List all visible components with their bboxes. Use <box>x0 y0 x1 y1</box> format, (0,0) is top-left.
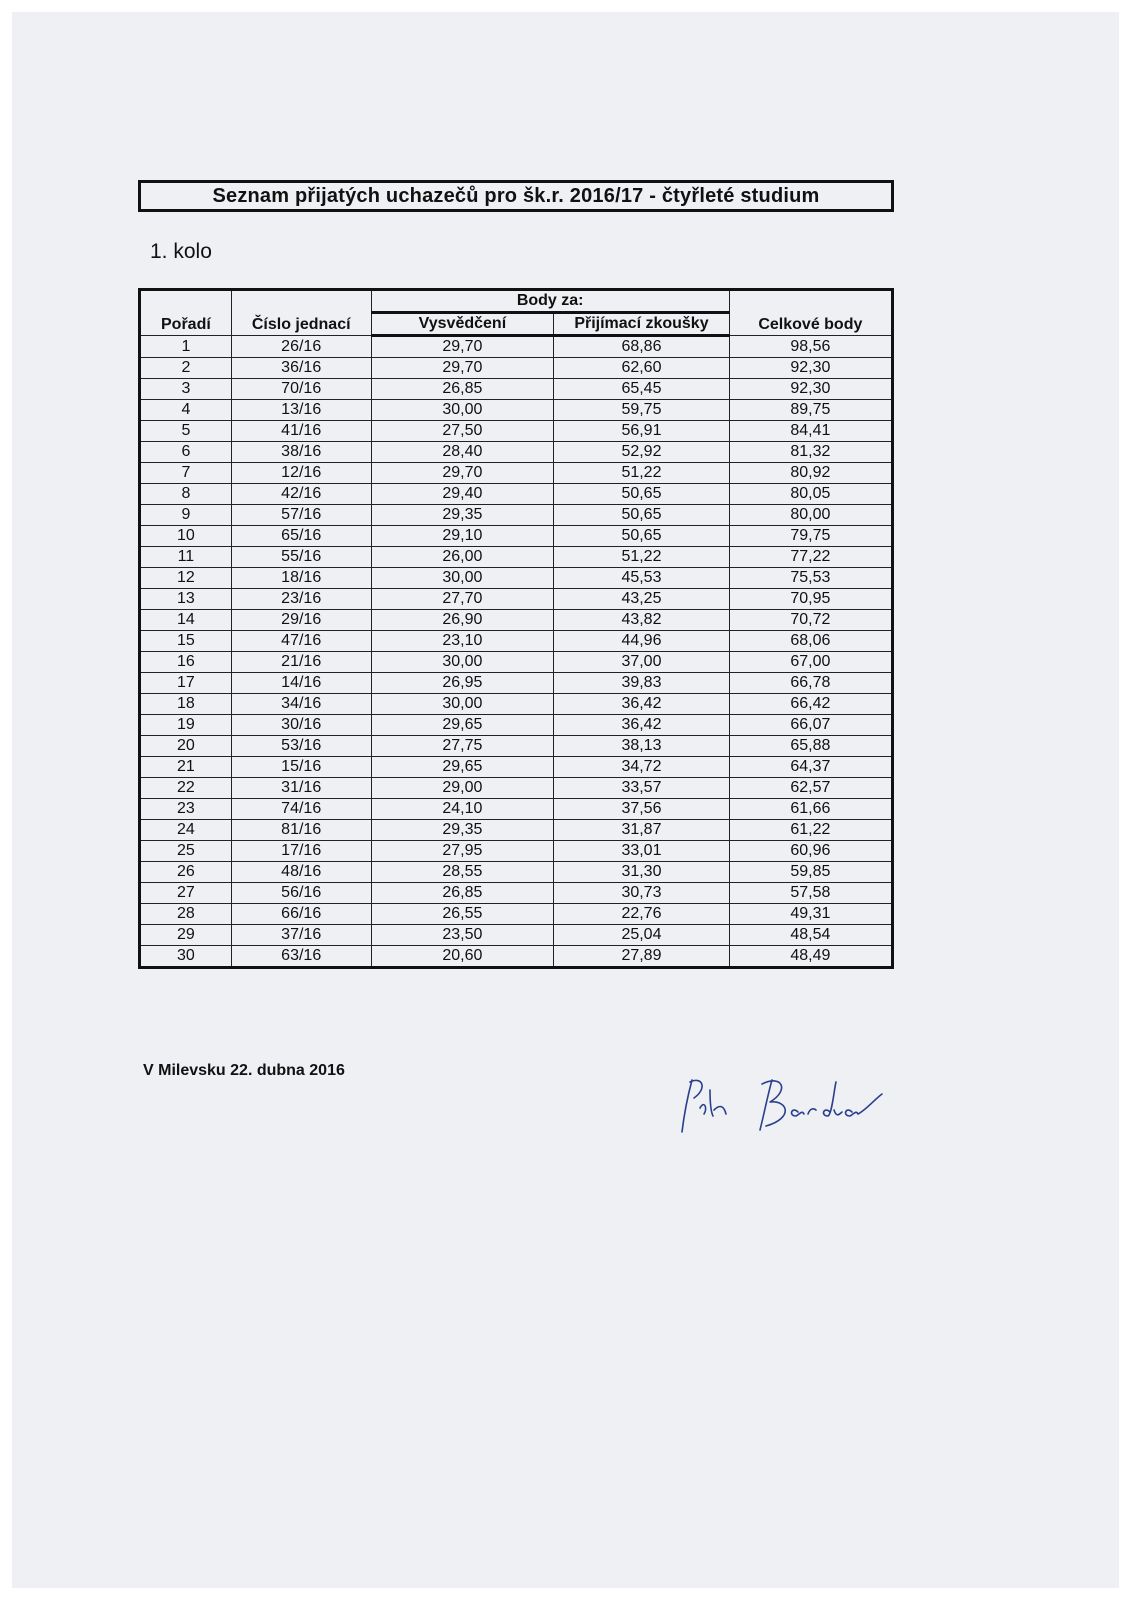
ref-number-cell: 30/16 <box>231 715 371 736</box>
total-points-cell: 89,75 <box>729 400 892 421</box>
certificate-points-cell: 26,90 <box>371 610 554 631</box>
table-row <box>140 547 893 568</box>
certificate-points-cell: 27,70 <box>371 589 554 610</box>
ref-number-cell: 41/16 <box>231 421 371 442</box>
table-row <box>140 757 893 778</box>
ref-number-cell: 42/16 <box>231 484 371 505</box>
total-points-cell: 75,53 <box>729 568 892 589</box>
table-row <box>140 673 893 694</box>
certificate-points-cell: 30,00 <box>371 568 554 589</box>
rank-cell: 13 <box>140 589 232 610</box>
certificate-points-cell: 20,60 <box>371 946 554 968</box>
exam-points-cell: 38,13 <box>554 736 730 757</box>
table-row <box>140 484 893 505</box>
table-row <box>140 568 893 589</box>
rank-cell: 3 <box>140 379 232 400</box>
total-points-cell: 48,54 <box>729 925 892 946</box>
table-row <box>140 358 893 379</box>
table-row <box>140 820 893 841</box>
certificate-points-cell: 29,70 <box>371 336 554 358</box>
total-points-cell: 60,96 <box>729 841 892 862</box>
table-row <box>140 610 893 631</box>
exam-points-cell: 30,73 <box>554 883 730 904</box>
certificate-points-cell: 24,10 <box>371 799 554 820</box>
total-points-cell: 79,75 <box>729 526 892 547</box>
exam-points-cell: 36,42 <box>554 715 730 736</box>
rank-cell: 2 <box>140 358 232 379</box>
table-row <box>140 799 893 820</box>
rank-cell: 5 <box>140 421 232 442</box>
certificate-points-cell: 29,35 <box>371 505 554 526</box>
ref-number-cell: 81/16 <box>231 820 371 841</box>
table-row <box>140 925 893 946</box>
table-row <box>140 715 893 736</box>
ref-number-cell: 26/16 <box>231 336 371 358</box>
ref-number-cell: 13/16 <box>231 400 371 421</box>
certificate-points-cell: 29,65 <box>371 757 554 778</box>
exam-points-cell: 22,76 <box>554 904 730 925</box>
ref-number-cell: 74/16 <box>231 799 371 820</box>
table-row <box>140 589 893 610</box>
certificate-points-cell: 27,75 <box>371 736 554 757</box>
document-title-text: Seznam přijatých uchazečů pro šk.r. 2016/17 - čtyřleté studium <box>212 184 820 207</box>
certificate-points-cell: 27,50 <box>371 421 554 442</box>
certificate-points-cell: 26,85 <box>371 883 554 904</box>
table-row <box>140 442 893 463</box>
col-header-total: Celkové body <box>729 290 892 336</box>
col-header-entrance-exam: Přijímací zkoušky <box>554 313 730 336</box>
exam-points-cell: 43,25 <box>554 589 730 610</box>
rank-cell: 25 <box>140 841 232 862</box>
total-points-cell: 80,00 <box>729 505 892 526</box>
certificate-points-cell: 26,55 <box>371 904 554 925</box>
total-points-cell: 67,00 <box>729 652 892 673</box>
rank-cell: 6 <box>140 442 232 463</box>
total-points-cell: 80,92 <box>729 463 892 484</box>
total-points-cell: 68,06 <box>729 631 892 652</box>
admitted-applicants-table <box>138 288 894 969</box>
rank-cell: 26 <box>140 862 232 883</box>
table-header-row-top <box>140 290 893 313</box>
table-row <box>140 841 893 862</box>
table-row <box>140 505 893 526</box>
rank-cell: 19 <box>140 715 232 736</box>
exam-points-cell: 33,57 <box>554 778 730 799</box>
total-points-cell: 62,57 <box>729 778 892 799</box>
exam-points-cell: 44,96 <box>554 631 730 652</box>
ref-number-cell: 21/16 <box>231 652 371 673</box>
exam-points-cell: 68,86 <box>554 336 730 358</box>
table-row <box>140 400 893 421</box>
exam-points-cell: 50,65 <box>554 484 730 505</box>
rank-cell: 10 <box>140 526 232 547</box>
exam-points-cell: 56,91 <box>554 421 730 442</box>
ref-number-cell: 47/16 <box>231 631 371 652</box>
rank-cell: 17 <box>140 673 232 694</box>
exam-points-cell: 62,60 <box>554 358 730 379</box>
exam-points-cell: 33,01 <box>554 841 730 862</box>
exam-points-cell: 51,22 <box>554 547 730 568</box>
rank-cell: 1 <box>140 336 232 358</box>
exam-points-cell: 25,04 <box>554 925 730 946</box>
col-header-rank: Pořadí <box>140 290 232 336</box>
ref-number-cell: 15/16 <box>231 757 371 778</box>
table-row <box>140 421 893 442</box>
rank-cell: 12 <box>140 568 232 589</box>
total-points-cell: 92,30 <box>729 379 892 400</box>
rank-cell: 9 <box>140 505 232 526</box>
ref-number-cell: 36/16 <box>231 358 371 379</box>
certificate-points-cell: 30,00 <box>371 400 554 421</box>
ref-number-cell: 55/16 <box>231 547 371 568</box>
ref-number-cell: 70/16 <box>231 379 371 400</box>
rank-cell: 27 <box>140 883 232 904</box>
total-points-cell: 49,31 <box>729 904 892 925</box>
ref-number-cell: 34/16 <box>231 694 371 715</box>
certificate-points-cell: 30,00 <box>371 652 554 673</box>
total-points-cell: 48,49 <box>729 946 892 968</box>
total-points-cell: 92,30 <box>729 358 892 379</box>
exam-points-cell: 51,22 <box>554 463 730 484</box>
certificate-points-cell: 29,00 <box>371 778 554 799</box>
ref-number-cell: 17/16 <box>231 841 371 862</box>
certificate-points-cell: 29,10 <box>371 526 554 547</box>
table-row <box>140 694 893 715</box>
rank-cell: 7 <box>140 463 232 484</box>
total-points-cell: 80,05 <box>729 484 892 505</box>
rank-cell: 24 <box>140 820 232 841</box>
rank-cell: 28 <box>140 904 232 925</box>
total-points-cell: 81,32 <box>729 442 892 463</box>
certificate-points-cell: 29,65 <box>371 715 554 736</box>
rank-cell: 18 <box>140 694 232 715</box>
table-row <box>140 778 893 799</box>
table-row <box>140 904 893 925</box>
round-label: 1. kolo <box>150 240 212 263</box>
exam-points-cell: 45,53 <box>554 568 730 589</box>
rank-cell: 30 <box>140 946 232 968</box>
total-points-cell: 66,42 <box>729 694 892 715</box>
exam-points-cell: 59,75 <box>554 400 730 421</box>
certificate-points-cell: 29,40 <box>371 484 554 505</box>
table-row <box>140 379 893 400</box>
ref-number-cell: 48/16 <box>231 862 371 883</box>
exam-points-cell: 37,56 <box>554 799 730 820</box>
total-points-cell: 61,22 <box>729 820 892 841</box>
total-points-cell: 66,78 <box>729 673 892 694</box>
col-header-certificate: Vysvědčení <box>371 313 554 336</box>
total-points-cell: 64,37 <box>729 757 892 778</box>
total-points-cell: 70,95 <box>729 589 892 610</box>
total-points-cell: 59,85 <box>729 862 892 883</box>
rank-cell: 21 <box>140 757 232 778</box>
handwritten-signature <box>670 1070 890 1140</box>
ref-number-cell: 66/16 <box>231 904 371 925</box>
certificate-points-cell: 26,85 <box>371 379 554 400</box>
table-row <box>140 883 893 904</box>
exam-points-cell: 27,89 <box>554 946 730 968</box>
table-row <box>140 736 893 757</box>
rank-cell: 4 <box>140 400 232 421</box>
col-header-ref-number: Číslo jednací <box>231 290 371 336</box>
certificate-points-cell: 30,00 <box>371 694 554 715</box>
ref-number-cell: 31/16 <box>231 778 371 799</box>
ref-number-cell: 57/16 <box>231 505 371 526</box>
rank-cell: 16 <box>140 652 232 673</box>
total-points-cell: 98,56 <box>729 336 892 358</box>
exam-points-cell: 34,72 <box>554 757 730 778</box>
table-row <box>140 526 893 547</box>
ref-number-cell: 63/16 <box>231 946 371 968</box>
ref-number-cell: 37/16 <box>231 925 371 946</box>
certificate-points-cell: 27,95 <box>371 841 554 862</box>
certificate-points-cell: 23,10 <box>371 631 554 652</box>
certificate-points-cell: 29,70 <box>371 358 554 379</box>
total-points-cell: 57,58 <box>729 883 892 904</box>
rank-cell: 15 <box>140 631 232 652</box>
exam-points-cell: 36,42 <box>554 694 730 715</box>
rank-cell: 23 <box>140 799 232 820</box>
place-date: V Milevsku 22. dubna 2016 <box>143 1062 345 1079</box>
table-row <box>140 946 893 968</box>
exam-points-cell: 50,65 <box>554 526 730 547</box>
certificate-points-cell: 29,70 <box>371 463 554 484</box>
exam-points-cell: 65,45 <box>554 379 730 400</box>
document-title <box>138 180 894 212</box>
table-row <box>140 652 893 673</box>
certificate-points-cell: 29,35 <box>371 820 554 841</box>
exam-points-cell: 52,92 <box>554 442 730 463</box>
rank-cell: 14 <box>140 610 232 631</box>
table-row <box>140 862 893 883</box>
certificate-points-cell: 26,95 <box>371 673 554 694</box>
rank-cell: 22 <box>140 778 232 799</box>
total-points-cell: 77,22 <box>729 547 892 568</box>
rank-cell: 11 <box>140 547 232 568</box>
certificate-points-cell: 23,50 <box>371 925 554 946</box>
ref-number-cell: 38/16 <box>231 442 371 463</box>
ref-number-cell: 23/16 <box>231 589 371 610</box>
table-row <box>140 336 893 358</box>
exam-points-cell: 50,65 <box>554 505 730 526</box>
exam-points-cell: 37,00 <box>554 652 730 673</box>
certificate-points-cell: 28,55 <box>371 862 554 883</box>
ref-number-cell: 14/16 <box>231 673 371 694</box>
exam-points-cell: 39,83 <box>554 673 730 694</box>
ref-number-cell: 12/16 <box>231 463 371 484</box>
ref-number-cell: 53/16 <box>231 736 371 757</box>
exam-points-cell: 43,82 <box>554 610 730 631</box>
exam-points-cell: 31,87 <box>554 820 730 841</box>
table-row <box>140 463 893 484</box>
ref-number-cell: 29/16 <box>231 610 371 631</box>
total-points-cell: 61,66 <box>729 799 892 820</box>
rank-cell: 20 <box>140 736 232 757</box>
total-points-cell: 66,07 <box>729 715 892 736</box>
col-group-header-points: Body za: <box>371 290 729 313</box>
rank-cell: 8 <box>140 484 232 505</box>
ref-number-cell: 65/16 <box>231 526 371 547</box>
total-points-cell: 65,88 <box>729 736 892 757</box>
table-row <box>140 631 893 652</box>
table-body <box>140 336 893 968</box>
exam-points-cell: 31,30 <box>554 862 730 883</box>
rank-cell: 29 <box>140 925 232 946</box>
total-points-cell: 70,72 <box>729 610 892 631</box>
ref-number-cell: 18/16 <box>231 568 371 589</box>
certificate-points-cell: 28,40 <box>371 442 554 463</box>
ref-number-cell: 56/16 <box>231 883 371 904</box>
certificate-points-cell: 26,00 <box>371 547 554 568</box>
total-points-cell: 84,41 <box>729 421 892 442</box>
